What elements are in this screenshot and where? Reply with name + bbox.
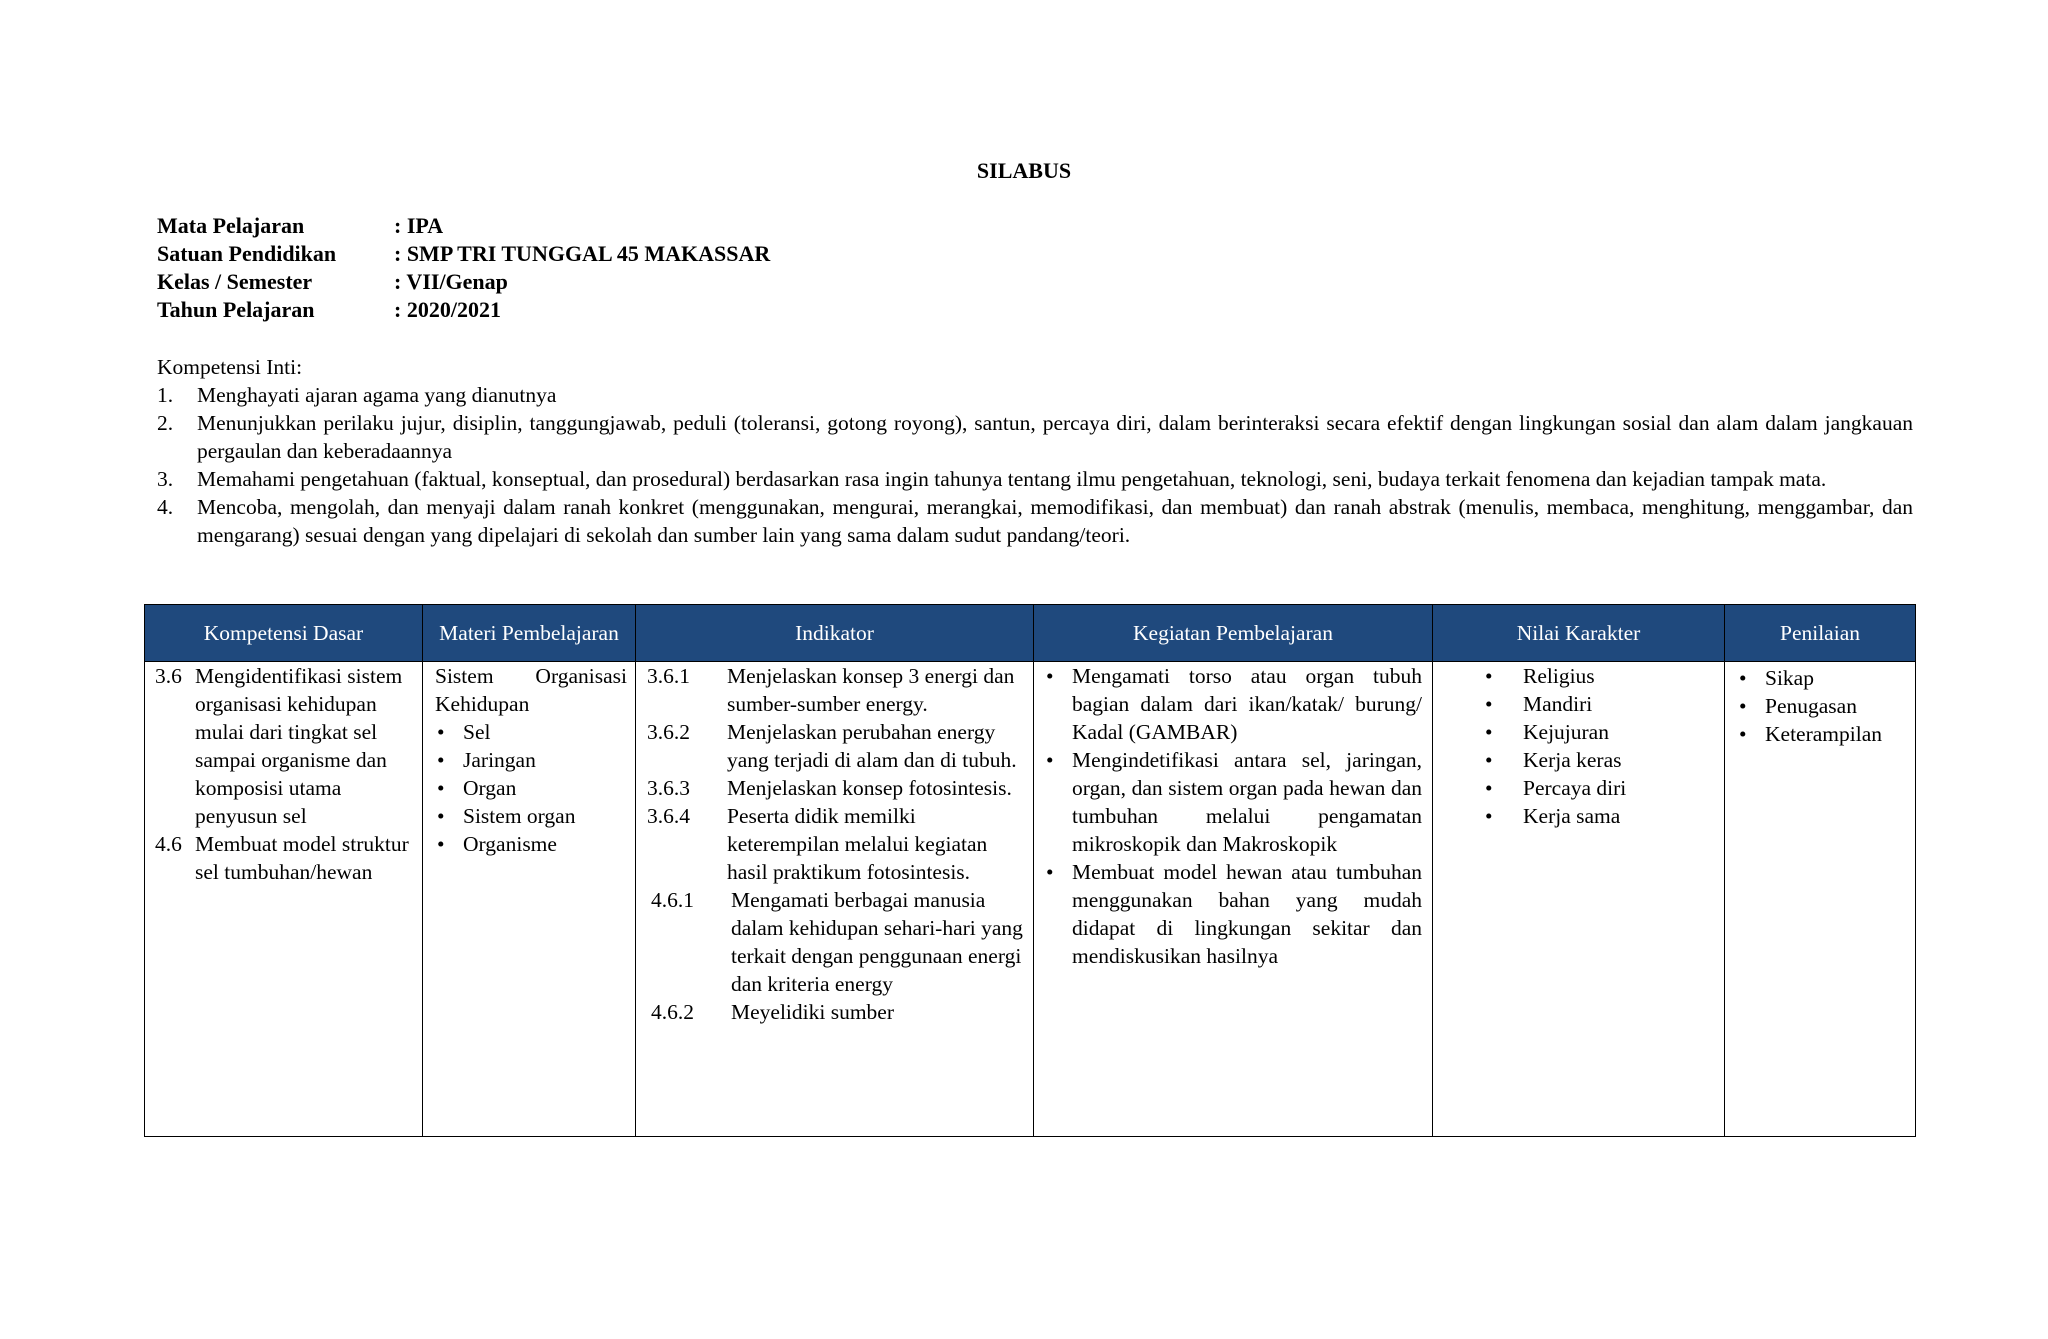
meta-value: : SMP TRI TUNGGAL 45 MAKASSAR <box>394 241 771 266</box>
list-item: • Mengamati torso atau organ tubuh bagian dalam dari ikan/katak/ burung/ Kadal (GAMBAR) <box>1072 662 1422 746</box>
indikator-number: 4.6.1 <box>651 888 694 912</box>
item-text: Menghayati ajaran agama yang dianutnya <box>197 383 557 407</box>
kompetensi-inti-item <box>157 493 1913 549</box>
indikator-item <box>636 662 1033 718</box>
indikator-item <box>636 718 1033 774</box>
kompetensi-inti <box>157 353 1913 549</box>
list-item: • Organ <box>463 774 635 802</box>
indikator-text: Peserta didik memilki keterempilan melalui kegiatan hasil praktikum fotosintesis. <box>727 804 988 884</box>
item-text: Mencoba, mengolah, dan menyaji dalam ranah konkret (menggunakan, mengurai, merangkai, memodifikasi, dan membuat) dan ranah abstrak (menulis, membaca, menghitung, menggambar, dan mengarang) sesuai dengan yang dipelajari di sekolah dan sumber lain yang sama dalam sudut pandang/teori. <box>197 495 1913 547</box>
cell-kegiatan <box>1034 662 1433 1137</box>
list-item: • Percaya diri <box>1523 774 1724 802</box>
list-item: • Kejujuran <box>1523 718 1724 746</box>
meta-value: : IPA <box>394 213 444 238</box>
kd-text: Membuat model struktur sel tumbuhan/hewan <box>195 832 409 884</box>
cell-nilai-karakter <box>1433 662 1725 1137</box>
indikator-item <box>636 774 1033 802</box>
cell-kompetensi-dasar <box>145 662 423 1137</box>
indikator-item <box>636 802 1033 886</box>
item-number: 3. <box>157 467 174 491</box>
indikator-item <box>636 886 1033 998</box>
header-materi: Materi Pembelajaran <box>423 605 636 662</box>
header-kompetensi-dasar: Kompetensi Dasar <box>145 605 423 662</box>
list-item: • Mengindetifikasi antara sel, jaringan, organ, dan sistem organ pada hewan dan tumbuhan melalui pengamatan mikroskopik dan Makroskopik <box>1072 746 1422 858</box>
indikator-text: Meyelidiki sumber <box>731 1000 895 1024</box>
kompetensi-inti-item <box>157 381 1913 409</box>
penilaian-list <box>1725 664 1915 748</box>
indikator-number: 3.6.4 <box>647 804 690 828</box>
indikator-number: 3.6.3 <box>647 776 690 800</box>
indikator-text: Menjelaskan konsep fotosintesis. <box>727 776 1012 800</box>
list-item: • Organisme <box>463 830 635 858</box>
materi-title: Sistem Organisasi <box>435 664 627 688</box>
nilai-list <box>1433 662 1724 830</box>
kompetensi-inti-item <box>157 465 1913 493</box>
meta-value: : 2020/2021 <box>394 297 501 322</box>
list-item: • Jaringan <box>463 746 635 774</box>
item-text: Menunjukkan perilaku jujur, disiplin, tanggungjawab, peduli (toleransi, gotong royong), santun, percaya diri, dalam berinteraksi secara efektif dengan lingkungan sosial dan alam dalam jangkauan pergaulan dan keberadaannya <box>197 411 1913 463</box>
page-title: SILABUS <box>976 158 1072 183</box>
meta-label: Tahun Pelajaran <box>157 297 315 322</box>
meta-label: Kelas / Semester <box>157 269 313 294</box>
indikator-number: 3.6.1 <box>647 664 690 688</box>
kd-text: Mengidentifikasi sistem organisasi kehidupan mulai dari tingkat sel sampai organisme dan komposisi utama penyusun sel <box>195 664 403 828</box>
indikator-text: Mengamati berbagai manusia dalam kehidupan sehari-hari yang terkait dengan penggunaan energi dan kriteria energy <box>731 888 1023 996</box>
indikator-text: Menjelaskan perubahan energy yang terjadi di alam dan di tubuh. <box>727 720 1017 772</box>
materi-list <box>423 718 635 858</box>
document-meta <box>157 212 770 324</box>
indikator-number: 3.6.2 <box>647 720 690 744</box>
meta-label: Satuan Pendidikan <box>157 241 337 266</box>
cell-materi <box>423 662 636 1137</box>
kd-number: 4.6 <box>155 832 182 856</box>
header-kegiatan: Kegiatan Pembelajaran <box>1034 605 1433 662</box>
list-item: • Religius <box>1523 662 1724 690</box>
item-number: 1. <box>157 383 174 407</box>
kegiatan-list <box>1034 662 1432 970</box>
list-item: • Sel <box>463 718 635 746</box>
meta-label: Mata Pelajaran <box>157 213 305 238</box>
header-penilaian: Penilaian <box>1725 605 1916 662</box>
meta-row <box>157 240 770 268</box>
indikator-text: Menjelaskan konsep 3 energi dan sumber-sumber energy. <box>727 664 1015 716</box>
kd-item <box>145 662 422 830</box>
cell-indikator <box>636 662 1034 1137</box>
meta-value: : VII/Genap <box>394 269 508 294</box>
kompetensi-inti-item <box>157 409 1913 465</box>
indikator-item <box>636 998 1033 1026</box>
list-item: • Penugasan <box>1765 692 1915 720</box>
meta-row <box>157 268 770 296</box>
kompetensi-inti-heading: Kompetensi Inti: <box>157 355 303 379</box>
materi-title-cont: Kehidupan <box>435 692 530 716</box>
item-number: 2. <box>157 411 174 435</box>
kd-item <box>145 830 422 886</box>
meta-row <box>157 212 770 240</box>
list-item: • Membuat model hewan atau tumbuhan menggunakan bahan yang mudah didapat di lingkungan sekitar dan mendiskusikan hasilnya <box>1072 858 1422 970</box>
list-item: • Mandiri <box>1523 690 1724 718</box>
table-header-row <box>145 605 1916 662</box>
table-row <box>145 662 1916 1137</box>
list-item: • Keterampilan <box>1765 720 1915 748</box>
list-item: • Kerja keras <box>1523 746 1724 774</box>
header-indikator: Indikator <box>636 605 1034 662</box>
item-number: 4. <box>157 495 174 519</box>
meta-row <box>157 296 770 324</box>
list-item: • Kerja sama <box>1523 802 1724 830</box>
header-nilai-karakter: Nilai Karakter <box>1433 605 1725 662</box>
item-text: Memahami pengetahuan (faktual, konseptual, dan prosedural) berdasarkan rasa ingin tahunya tentang ilmu pengetahuan, teknologi, seni, budaya terkait fenomena dan kejadian tampak mata. <box>197 467 1827 491</box>
list-item: • Sikap <box>1765 664 1915 692</box>
cell-penilaian <box>1725 662 1916 1137</box>
indikator-number: 4.6.2 <box>651 1000 694 1024</box>
syllabus-table <box>144 604 1916 1137</box>
kd-number: 3.6 <box>155 664 182 688</box>
list-item: • Sistem organ <box>463 802 635 830</box>
